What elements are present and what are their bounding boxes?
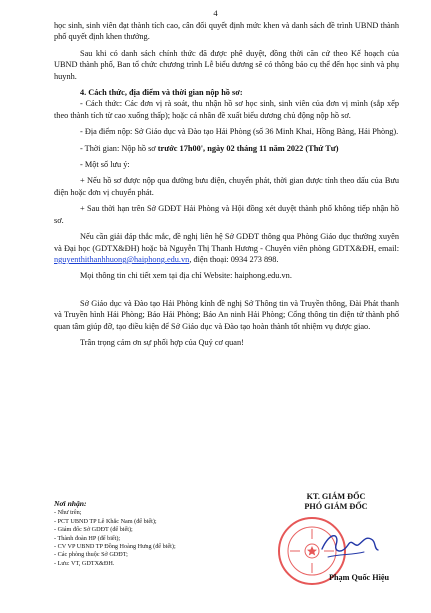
- signature-block: [266, 492, 406, 512]
- deadline-prefix: - Thời gian: Nộp hồ sơ: [80, 143, 158, 153]
- deadline-bold: trước 17h00', ngày 02 tháng 11 năm 2022 (Thứ Tư): [157, 143, 339, 153]
- handwritten-signature: [318, 525, 380, 565]
- recipients-title: Nơi nhận:: [54, 499, 87, 508]
- paragraph-notification: Sau khi có danh sách chính thức đã được phê duyệt, đồng thời căn cứ theo Kế hoạch của UBND thành phố, Ban tổ chức chương trình Lễ biểu dương sẽ có thông báo cụ thể đến học sinh và phụ huynh.: [54, 48, 399, 81]
- signer-name: Phạm Quốc Hiệu: [329, 573, 390, 582]
- signature-title: KT. GIÁM ĐỐC: [306, 492, 366, 501]
- paragraph-award-decision: học sinh, sinh viên đạt thành tích cao, cân đối quyết định mức khen và danh sách đề trình UBND thành phố quyết định khen thưởng.: [54, 21, 399, 42]
- paragraph-notes: - Một số lưu ý:: [80, 160, 130, 170]
- email-link[interactable]: nguyenthithanhhuong@haiphong.edu.vn: [54, 254, 190, 264]
- paragraph-website: [54, 270, 399, 281]
- paragraph-contact: [54, 231, 399, 265]
- paragraph-method: - Cách thức: Các đơn vị rà soát, thu nhận hồ sơ học sinh, sinh viên của đơn vị mình (sắp xếp theo thành tích từ cao xuống thấp); hoặc cá nhân đề xuất biểu dương chủ động nộp hồ sơ.: [54, 99, 399, 120]
- paragraph-thanks: Trân trọng cảm ơn sự phối hợp của Quý cơ quan!: [80, 337, 244, 347]
- recipient-item: - Thành đoàn HP (để biết);: [54, 534, 121, 542]
- section-heading: 4. Cách thức, địa điểm và thời gian nộp hồ sơ:: [80, 88, 243, 98]
- website-prefix: Mọi thông tin chi tiết xem tại địa chỉ Website:: [80, 271, 235, 281]
- recipient-item: - Lưu: VT, GDTX&ĐH.: [54, 559, 115, 567]
- website-suffix: .: [289, 271, 292, 281]
- document-body: [54, 20, 399, 348]
- recipient-item: - Giám đốc Sở GDĐT (để biết);: [54, 526, 133, 534]
- paragraph-location: - Địa điểm nộp: Sở Giáo dục và Đào tạo Hải Phòng (số 36 Minh Khai, Hồng Bàng, Hải Phòng).: [80, 127, 399, 137]
- recipient-item: - CV VP UBND TP Đồng Hoàng Hưng (để biết);: [54, 543, 176, 551]
- contact-text: Nếu cần giải đáp thắc mắc, đề nghị liên hệ Sở GDĐT thông qua Phòng Giáo dục thường xuyên và Đại học (GDTX&ĐH) hoặc bà Nguyễn Thị Thanh Hương - Chuyên viên phòng GDTX&ĐH, email:: [54, 232, 399, 253]
- recipient-item: - Các phòng thuộc Sở GDĐT;: [54, 551, 128, 559]
- recipients-block: [54, 500, 244, 568]
- page-number: 4: [213, 8, 218, 18]
- paragraph-deadline-note: + Sau thời hạn trên Sở GDĐT Hải Phòng và Hội đồng xét duyệt thành phố không tiếp nhận hồ sơ.: [54, 204, 399, 225]
- signature-subtitle: PHÓ GIÁM ĐỐC: [304, 502, 368, 511]
- website-link[interactable]: haiphong.edu.vn: [234, 271, 290, 281]
- recipient-item: - Như trên;: [54, 509, 82, 517]
- paragraph-deadline: [54, 143, 399, 154]
- contact-phone: , điện thoại: 0934 273 898.: [189, 254, 279, 264]
- recipient-item: - PCT UBND TP Lê Khắc Nam (để biết);: [54, 517, 157, 525]
- paragraph-request: Sở Giáo dục và Đào tạo Hải Phòng kính đề nghị Sở Thông tin và Truyền thông, Đài Phát thanh và Truyền hình Hải Phòng; Báo Hải Phòng; Báo An ninh Hải Phòng; Cổng thông tin điện tử thành phố quan tâm giúp đỡ, tạo điều kiện để Sở Giáo dục và Đào tạo hoàn thành tốt nhiệm vụ được giao.: [54, 298, 399, 331]
- paragraph-postal-note: + Nếu hồ sơ được nộp qua đường bưu điện, chuyển phát, thời gian được tính theo dấu của Bưu điện hoặc đơn vị chuyển phát.: [54, 176, 399, 197]
